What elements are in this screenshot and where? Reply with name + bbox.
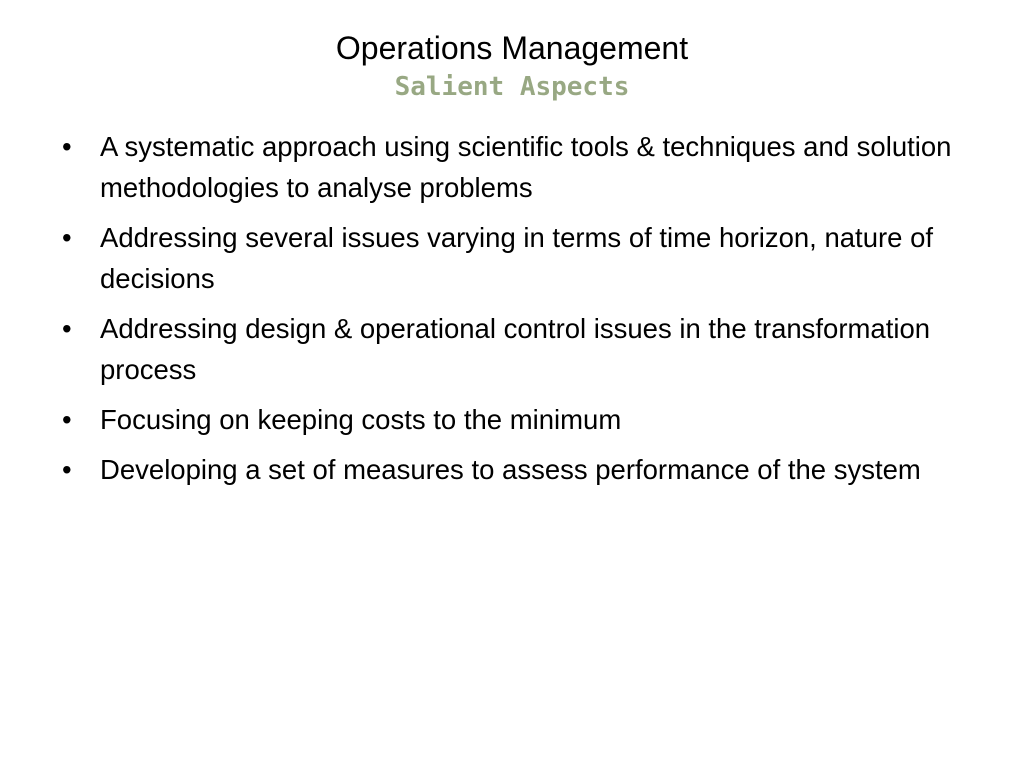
bullet-text: A systematic approach using scientific tools & techniques and solution methodologies to analyse problems bbox=[100, 131, 952, 203]
title-block bbox=[0, 26, 1024, 104]
bullet-icon: • bbox=[62, 313, 72, 344]
slide-subtitle: Salient Aspects bbox=[394, 72, 630, 102]
bullet-icon: • bbox=[62, 222, 72, 253]
slide-title: Operations Management bbox=[335, 30, 689, 66]
bullet-icon: • bbox=[62, 454, 72, 485]
bullet-text: Developing a set of measures to assess performance of the system bbox=[100, 454, 921, 485]
bullet-text: Addressing several issues varying in terms of time horizon, nature of decisions bbox=[100, 222, 934, 294]
bullet-item bbox=[56, 126, 976, 208]
bullet-item bbox=[56, 399, 976, 440]
bullet-text: Focusing on keeping costs to the minimum bbox=[100, 404, 622, 435]
bullet-item bbox=[56, 449, 976, 490]
bullet-text: Addressing design & operational control issues in the transformation process bbox=[100, 313, 931, 385]
bullet-list bbox=[56, 126, 976, 499]
bullet-icon: • bbox=[62, 131, 72, 162]
bullet-item bbox=[56, 308, 976, 390]
bullet-item bbox=[56, 217, 976, 299]
bullet-icon: • bbox=[62, 404, 72, 435]
